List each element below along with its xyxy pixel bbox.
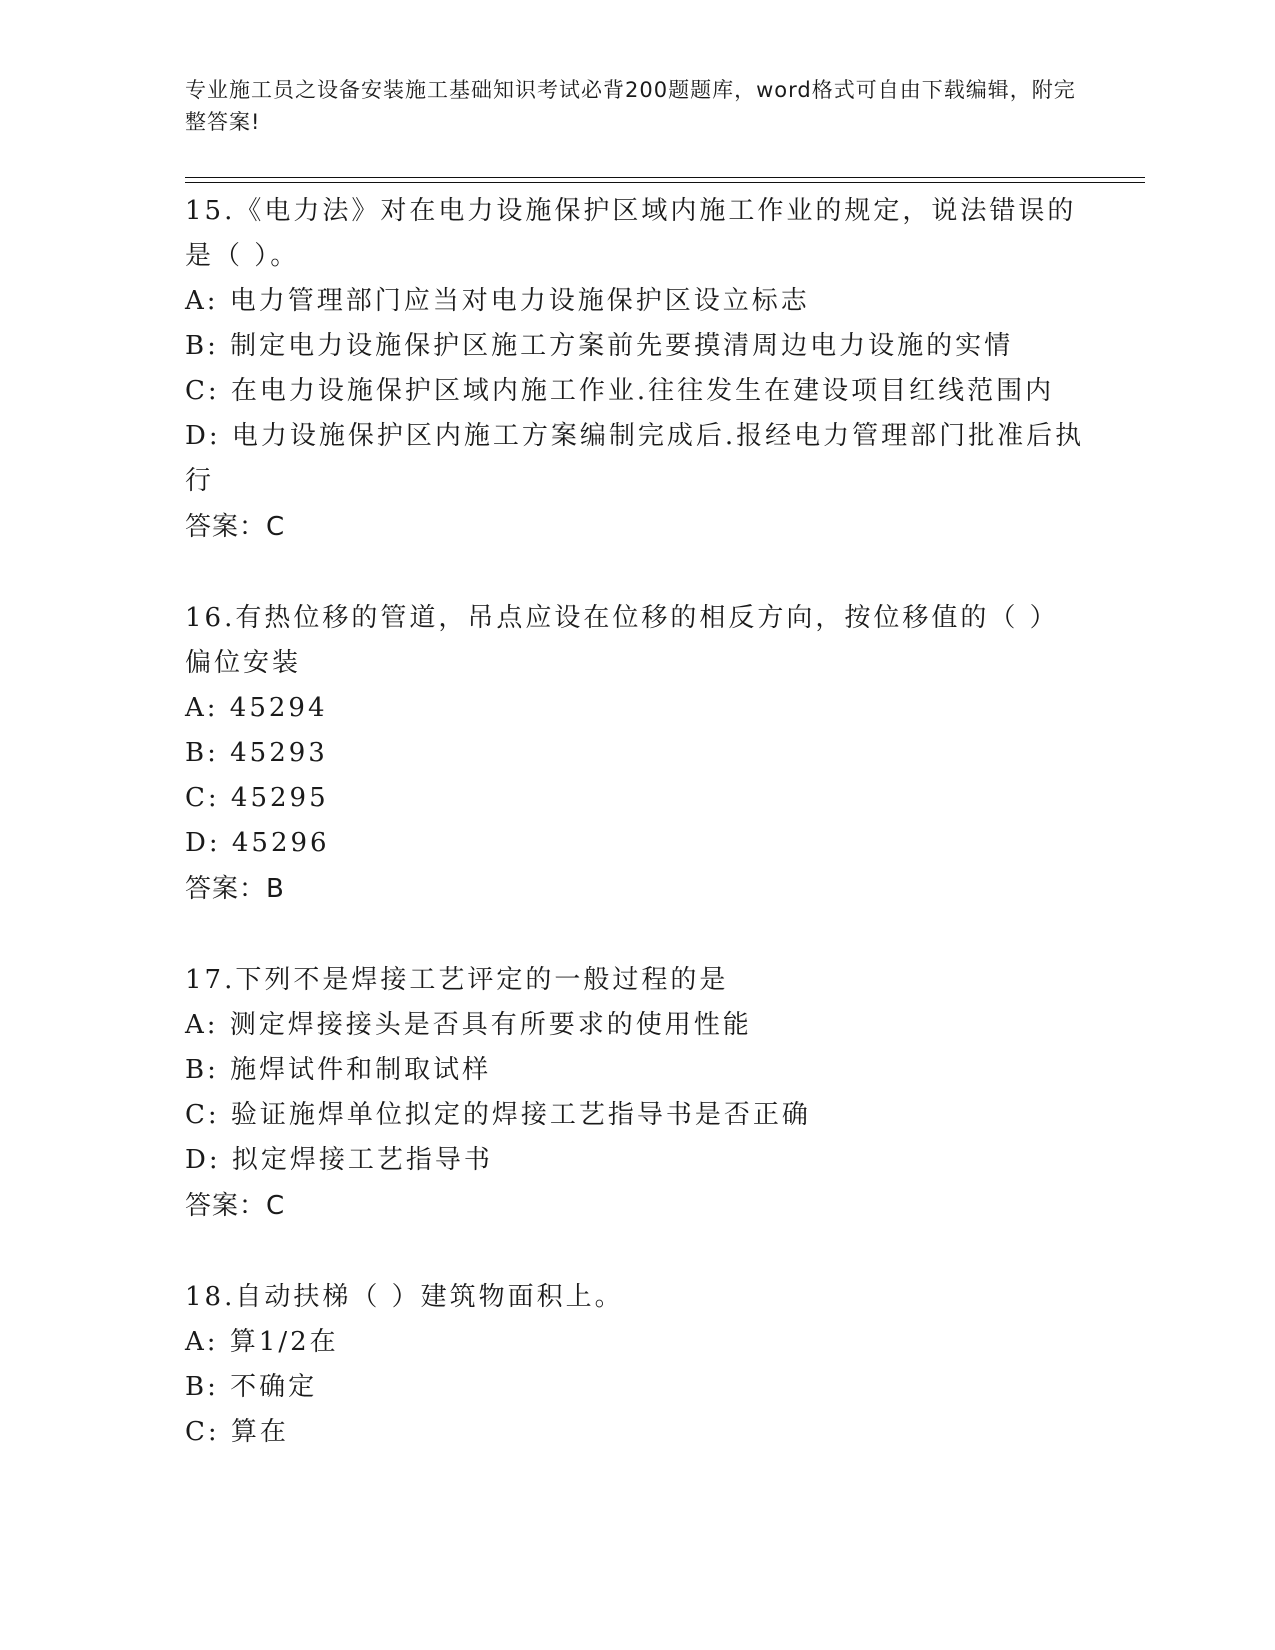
question-list (185, 189, 1085, 1455)
option-b: B: 45293 (185, 738, 328, 768)
option-b: B: 不确定 (185, 1372, 318, 1402)
option-c: C: 算在 (185, 1417, 289, 1447)
document-header (185, 74, 1085, 138)
option-a: A: 测定焊接接头是否具有所要求的使用性能 (185, 1010, 752, 1040)
option-a: A: 电力管理部门应当对电力设施保护区设立标志 (185, 286, 810, 316)
question-17 (185, 958, 1085, 1230)
option-c: C: 验证施焊单位拟定的焊接工艺指导书是否正确 (185, 1100, 811, 1130)
header-rule-bottom (185, 182, 1145, 183)
option-d: D: 45296 (185, 828, 330, 858)
option-c: C: 在电力设施保护区域内施工作业.往往发生在建设项目红线范围内 (185, 376, 1055, 406)
option-b: B: 制定电力设施保护区施工方案前先要摸清周边电力设施的实情 (185, 331, 1014, 361)
question-stem: 15.《电力法》对在电力设施保护区域内施工作业的规定，说法错误的是（ ）。 (185, 196, 1077, 271)
answer-line: 答案：B (185, 874, 285, 904)
question-16 (185, 596, 1085, 913)
option-c: C: 45295 (185, 783, 329, 813)
answer-line: 答案：C (185, 512, 286, 542)
option-b: B: 施焊试件和制取试样 (185, 1055, 492, 1085)
question-stem: 18.自动扶梯（ ）建筑物面积上。 (185, 1282, 624, 1312)
option-a: A: 算1/2在 (185, 1327, 339, 1357)
answer-line: 答案：C (185, 1191, 286, 1221)
question-15 (185, 189, 1085, 551)
question-stem: 16.有热位移的管道，吊点应设在位移的相反方向，按位移值的（ ）偏位安装 (185, 603, 1059, 678)
option-d: D: 电力设施保护区内施工方案编制完成后.报经电力管理部门批准后执行 (185, 421, 1085, 496)
option-a: A: 45294 (185, 693, 328, 723)
header-rule-top (185, 177, 1145, 178)
header-title: 专业施工员之设备安装施工基础知识考试必背200题题库，word格式可自由下载编辑，附完整答案! (185, 78, 1076, 134)
question-18 (185, 1275, 1085, 1455)
option-d: D: 拟定焊接工艺指导书 (185, 1145, 493, 1175)
question-stem: 17.下列不是焊接工艺评定的一般过程的是 (185, 965, 729, 995)
